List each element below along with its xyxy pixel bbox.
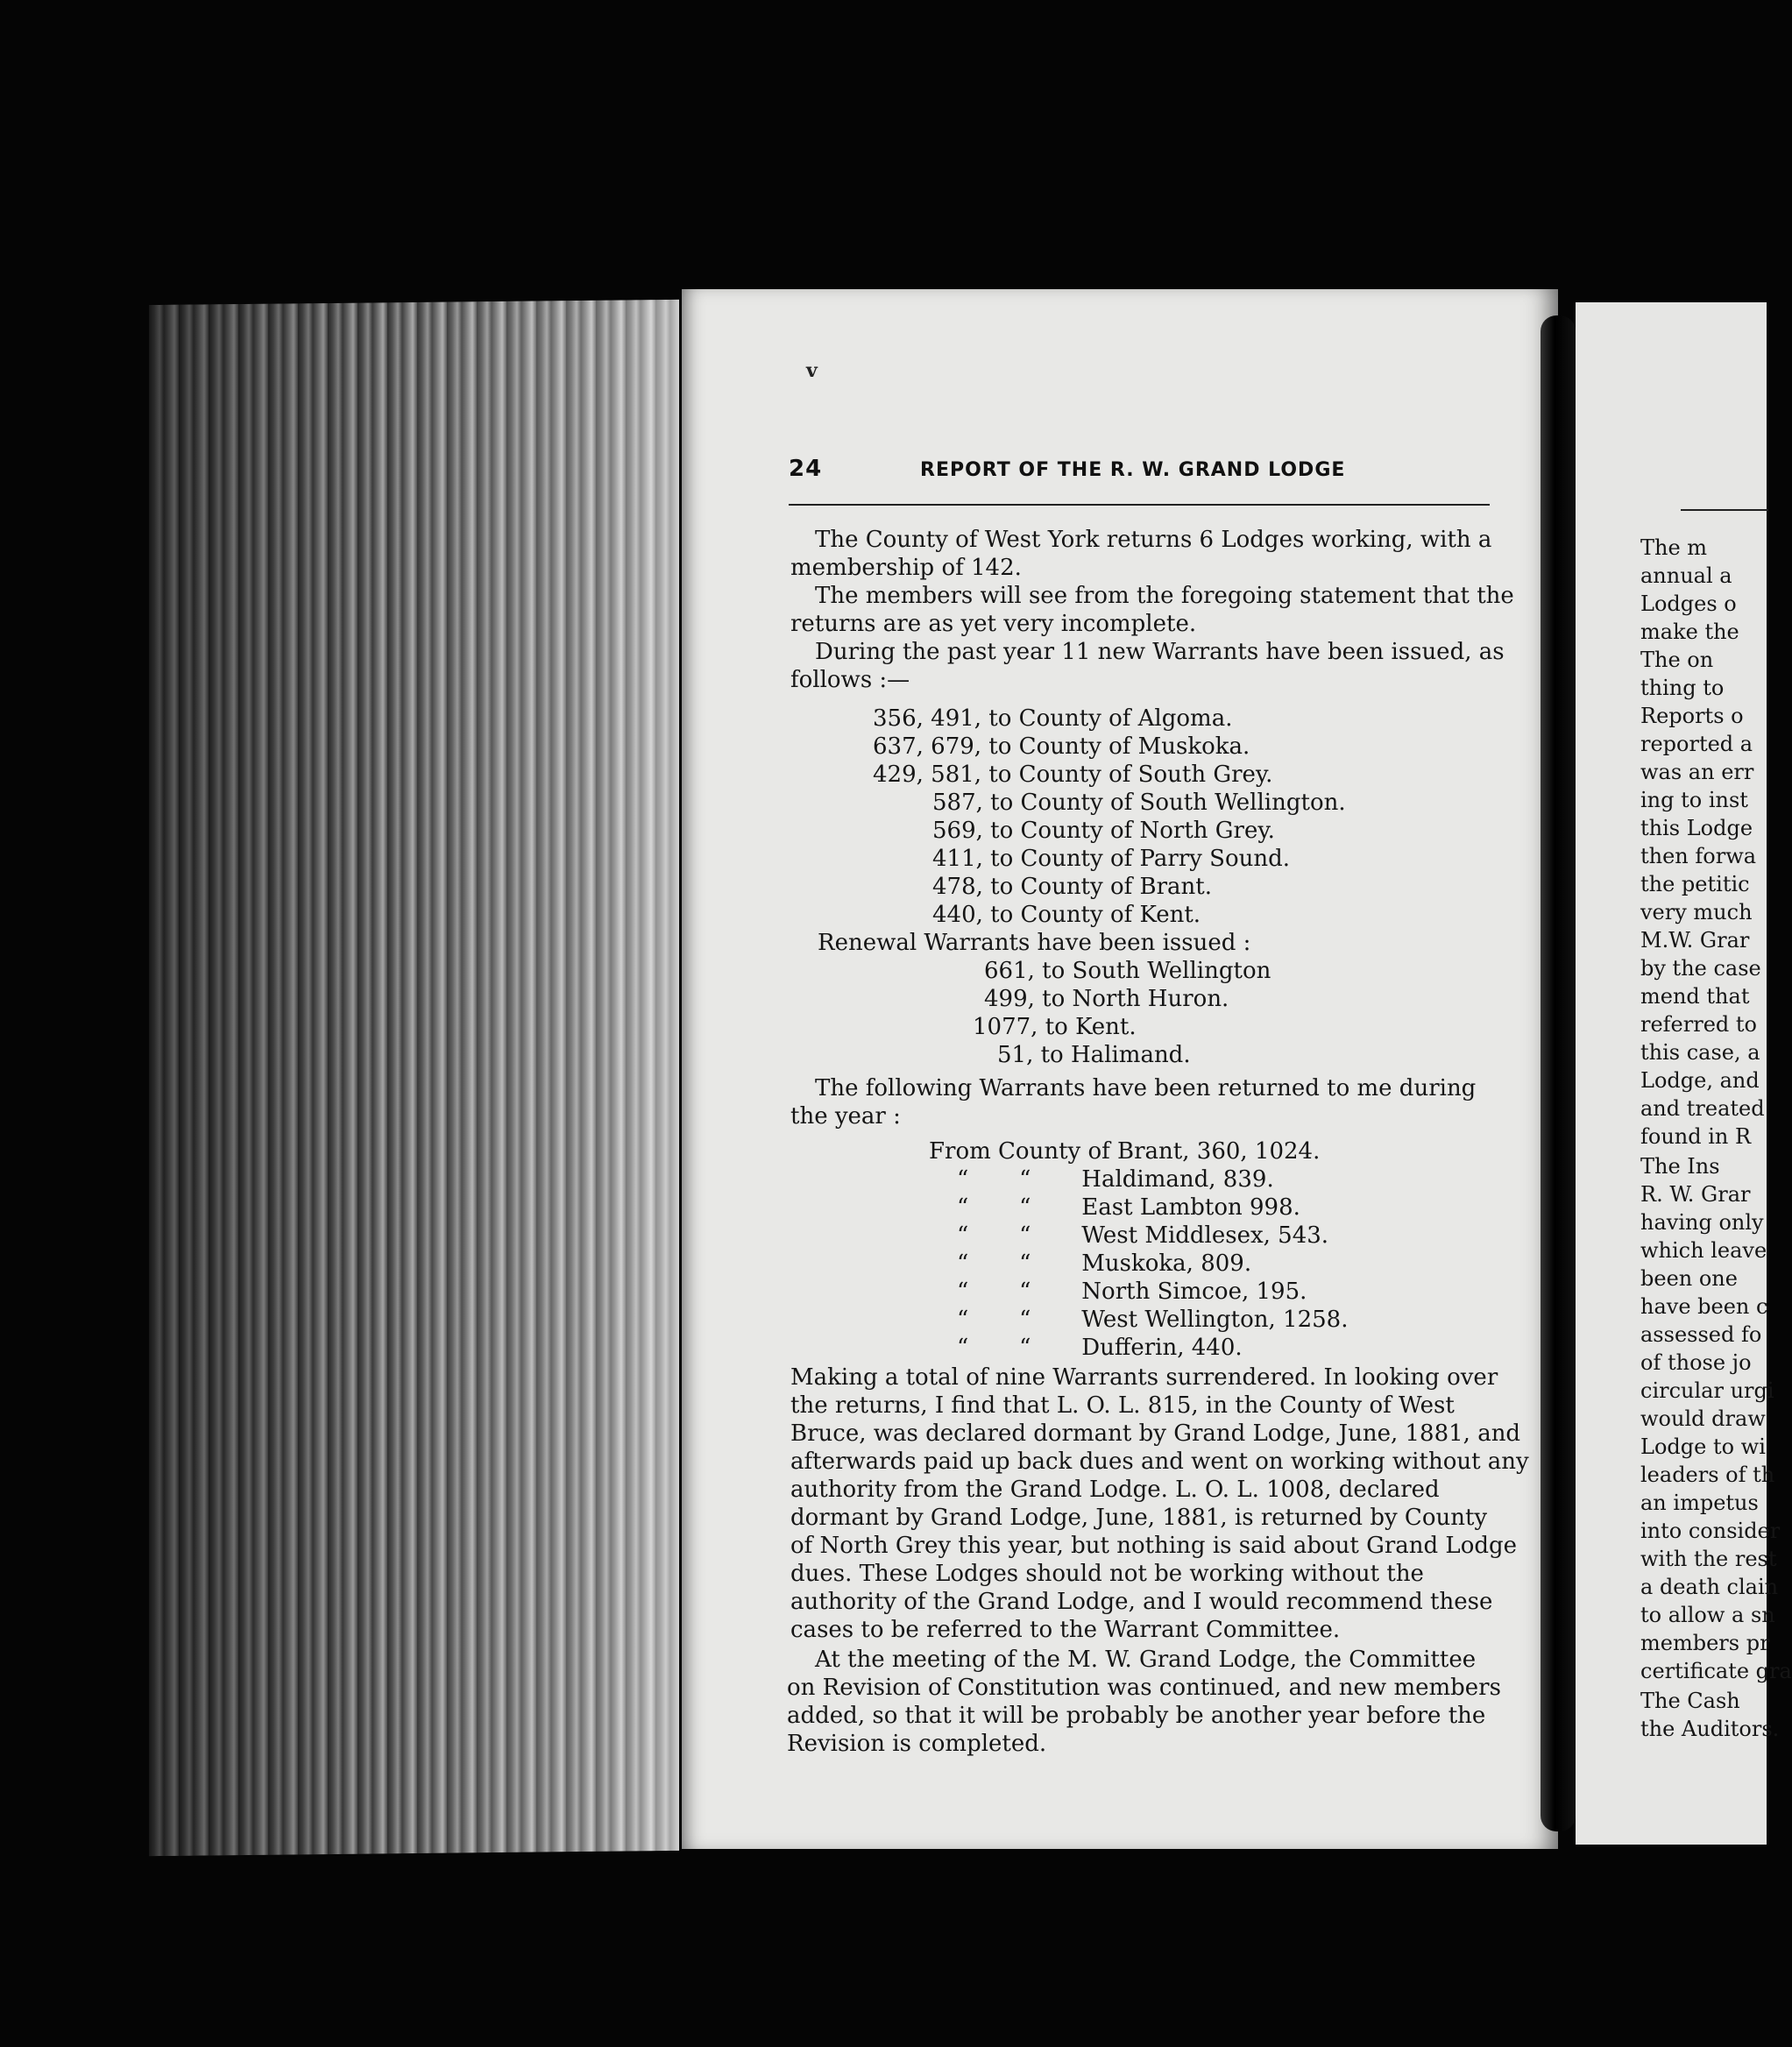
right-text-line: reported a xyxy=(1640,732,1753,756)
right-text-line: which leave xyxy=(1640,1238,1767,1263)
returned-line: “ “ East Lambton 998. xyxy=(957,1194,1300,1221)
right-text-line: The m xyxy=(1640,535,1708,560)
warrant-line: 440, to County of Kent. xyxy=(932,902,1201,928)
right-text-line: make the xyxy=(1640,620,1739,644)
warrant-line: 569, to County of North Grey. xyxy=(932,818,1275,844)
right-text-line: by the case xyxy=(1640,956,1761,981)
book-page-edges xyxy=(149,300,679,1856)
right-text-line: the petitic xyxy=(1640,872,1750,896)
returned-line: “ “ Haldimand, 839. xyxy=(957,1166,1274,1193)
text-line: returns are as yet very incomplete. xyxy=(790,611,1197,637)
right-text-line: leaders of th xyxy=(1640,1463,1775,1487)
right-text-line: having only xyxy=(1640,1210,1764,1235)
returned-line: “ “ West Wellington, 1258. xyxy=(957,1307,1349,1333)
right-text-line: members pr xyxy=(1640,1631,1770,1655)
text-line: the year : xyxy=(790,1103,901,1130)
right-text-line: an impetus xyxy=(1640,1491,1759,1515)
right-text-line: thing to xyxy=(1640,676,1725,700)
warrant-line: 411, to County of Parry Sound. xyxy=(932,846,1291,872)
text-line: During the past year 11 new Warrants have been issued, as xyxy=(815,639,1505,665)
renewal-line: 1077, to Kent. xyxy=(973,1014,1137,1040)
warrant-line: 356, 491, to County of Algoma. xyxy=(873,705,1233,732)
header-rule xyxy=(789,504,1490,506)
text-line: At the meeting of the M. W. Grand Lodge, the Committee xyxy=(815,1647,1477,1673)
right-text-line: into consider xyxy=(1640,1519,1781,1543)
left-page xyxy=(682,289,1558,1849)
text-line: authority of the Grand Lodge, and I would recommend these xyxy=(790,1589,1493,1615)
text-line: dormant by Grand Lodge, June, 1881, is returned by County xyxy=(790,1505,1488,1531)
right-text-line: found in R xyxy=(1640,1124,1752,1149)
running-title: REPORT OF THE R. W. GRAND LODGE xyxy=(920,459,1346,481)
returned-line: “ “ West Middlesex, 543. xyxy=(957,1222,1329,1249)
right-text-line: M.W. Grar xyxy=(1640,928,1750,953)
right-text-line: Lodges o xyxy=(1640,591,1737,616)
right-text-line: Lodge, and xyxy=(1640,1068,1760,1093)
text-line: Renewal Warrants have been issued : xyxy=(818,930,1251,956)
text-line: membership of 142. xyxy=(790,555,1022,581)
right-text-line: The on xyxy=(1640,648,1714,672)
right-text-line: would draw xyxy=(1640,1406,1766,1431)
right-text-line: have been c xyxy=(1640,1294,1768,1319)
returned-line: “ “ Muskoka, 809. xyxy=(957,1250,1252,1277)
right-text-line: with the rest xyxy=(1640,1547,1777,1571)
corner-mark: v xyxy=(806,359,818,382)
text-line: of North Grey this year, but nothing is said about Grand Lodge xyxy=(790,1533,1518,1559)
right-header-rule xyxy=(1681,509,1768,511)
right-text-line: Reports o xyxy=(1640,704,1744,728)
right-text-line: and treated xyxy=(1640,1096,1765,1121)
returned-line: “ “ Dufferin, 440. xyxy=(957,1335,1243,1361)
right-text-line: the Auditors. xyxy=(1640,1717,1780,1741)
text-line: The County of West York returns 6 Lodges working, with a xyxy=(815,527,1492,553)
right-text-line: been one xyxy=(1640,1266,1738,1291)
text-line: the returns, I find that L. O. L. 815, in the County of West xyxy=(790,1392,1455,1419)
warrant-line: 587, to County of South Wellington. xyxy=(932,790,1346,816)
right-text-line: certificate gra xyxy=(1640,1659,1792,1683)
page-number: 24 xyxy=(789,456,823,482)
text-line: added, so that it will be probably be another year before the xyxy=(787,1703,1486,1729)
right-page xyxy=(1576,302,1792,1845)
right-text-line: R. W. Grar xyxy=(1640,1182,1751,1207)
right-text-line: very much xyxy=(1640,900,1753,924)
right-text-line: The Cash xyxy=(1640,1689,1740,1713)
text-line: Revision is completed. xyxy=(787,1731,1047,1757)
right-text-line: of those jo xyxy=(1640,1350,1752,1375)
returned-line: “ “ North Simcoe, 195. xyxy=(957,1278,1307,1305)
text-line: cases to be referred to the Warrant Committee. xyxy=(790,1617,1341,1643)
text-line: The following Warrants have been returned to me during xyxy=(815,1075,1477,1101)
renewal-line: 499, to North Huron. xyxy=(984,986,1229,1012)
text-line: Bruce, was declared dormant by Grand Lodge, June, 1881, and xyxy=(790,1420,1521,1447)
text-line: The members will see from the foregoing statement that the xyxy=(815,583,1514,609)
right-text-line: circular urgi xyxy=(1640,1378,1774,1403)
text-line: Making a total of nine Warrants surrendered. In looking over xyxy=(790,1364,1498,1391)
renewal-line: 51, to Halimand. xyxy=(997,1042,1191,1068)
book-gutter xyxy=(1541,315,1576,1831)
right-text-line: this Lodge xyxy=(1640,816,1753,840)
right-text-line: Lodge to wi xyxy=(1640,1434,1766,1459)
running-header xyxy=(789,456,1446,491)
warrant-line: 429, 581, to County of South Grey. xyxy=(873,761,1273,788)
right-text-line: to allow a sn xyxy=(1640,1603,1775,1627)
returned-line: From County of Brant, 360, 1024. xyxy=(929,1138,1321,1165)
renewal-line: 661, to South Wellington xyxy=(984,958,1271,984)
right-text-line: mend that xyxy=(1640,984,1750,1009)
text-line: dues. These Lodges should not be working without the xyxy=(790,1561,1424,1587)
right-text-line: ing to inst xyxy=(1640,788,1748,812)
right-text-line: annual a xyxy=(1640,563,1732,588)
text-line: authority from the Grand Lodge. L. O. L. 1008, declared xyxy=(790,1477,1440,1503)
warrant-line: 637, 679, to County of Muskoka. xyxy=(873,733,1250,760)
right-text-line: referred to xyxy=(1640,1012,1757,1037)
right-text-line: assessed fo xyxy=(1640,1322,1762,1347)
text-line: afterwards paid up back dues and went on working without any xyxy=(790,1448,1529,1475)
right-text-line: this case, a xyxy=(1640,1040,1760,1065)
warrant-line: 478, to County of Brant. xyxy=(932,874,1212,900)
text-line: on Revision of Constitution was continued, and new members xyxy=(787,1675,1501,1701)
text-line: follows :— xyxy=(790,667,910,693)
right-text-line: was an err xyxy=(1640,760,1754,784)
right-text-line: a death clain xyxy=(1640,1575,1779,1599)
right-text-line: then forwa xyxy=(1640,844,1757,868)
right-text-line: The Ins xyxy=(1640,1154,1720,1179)
